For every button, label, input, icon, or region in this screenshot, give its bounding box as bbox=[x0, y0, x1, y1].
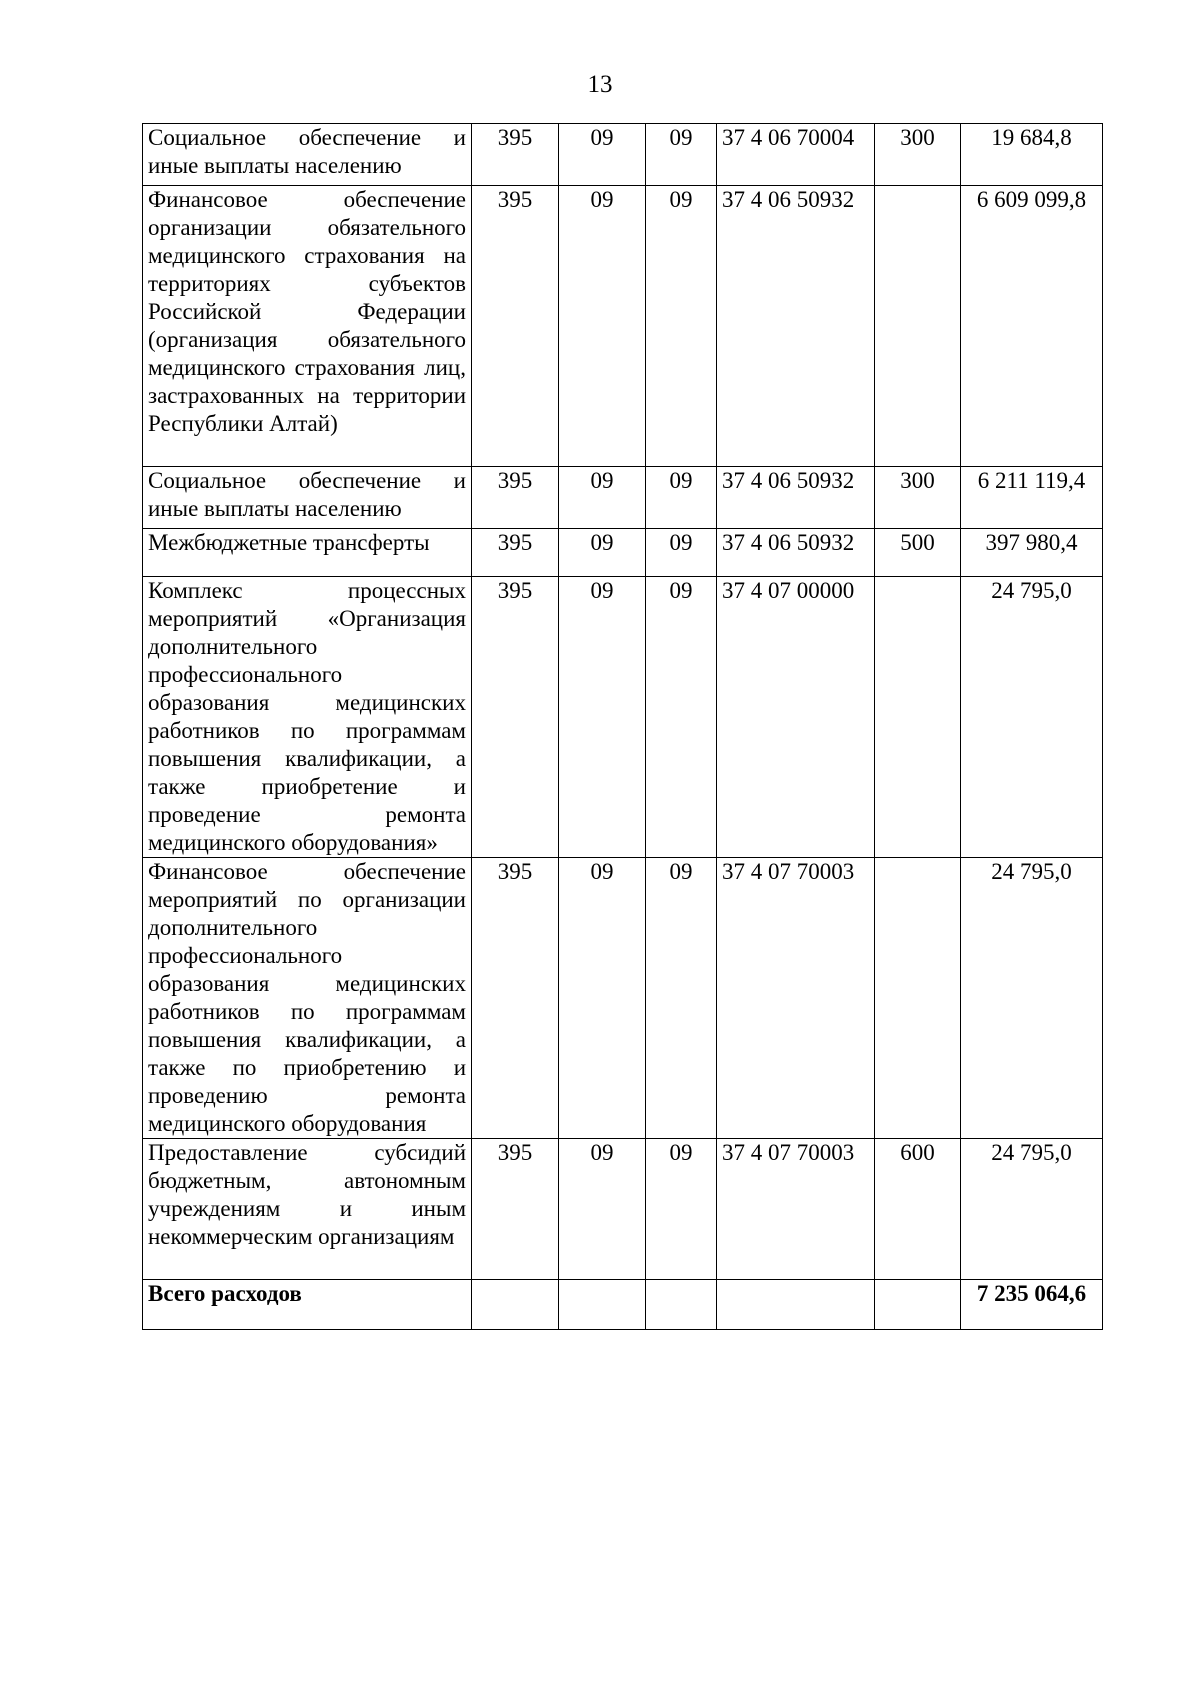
row-subsection: 09 bbox=[646, 1139, 717, 1280]
row-section: 09 bbox=[559, 124, 646, 186]
expenditure-table bbox=[142, 123, 1103, 1330]
row-section: 09 bbox=[559, 577, 646, 858]
row-target-code: 37 4 06 50932 bbox=[717, 186, 875, 467]
row-name: Предоставление субсидий бюджетным, автономным учреждениям и иным некоммерческим организациям bbox=[143, 1139, 472, 1280]
row-grbs: 395 bbox=[472, 467, 559, 529]
row-expense-type: 300 bbox=[875, 124, 961, 186]
row-target-code: 37 4 06 50932 bbox=[717, 467, 875, 529]
row-name: Финансовое обеспечение мероприятий по организации дополнительного профессионального образования медицинских работников по программам повышения квалификации, а также по приобретению и проведению ремонта медицинского оборудования bbox=[143, 858, 472, 1139]
table-row bbox=[143, 124, 1103, 186]
row-section: 09 bbox=[559, 858, 646, 1139]
table-row bbox=[143, 186, 1103, 467]
total-sum: 7 235 064,6 bbox=[961, 1280, 1103, 1330]
row-subsection: 09 bbox=[646, 858, 717, 1139]
empty-cell bbox=[646, 1280, 717, 1330]
row-name: Финансовое обеспечение организации обязательного медицинского страхования на территориях субъектов Российской Федерации (организация обязательного медицинского страхования лиц, застрахованных на территории Республики Алтай) bbox=[143, 186, 472, 467]
row-expense-type bbox=[875, 858, 961, 1139]
empty-cell bbox=[559, 1280, 646, 1330]
row-sum: 24 795,0 bbox=[961, 1139, 1103, 1280]
row-target-code: 37 4 07 70003 bbox=[717, 858, 875, 1139]
row-sum: 24 795,0 bbox=[961, 577, 1103, 858]
empty-cell bbox=[472, 1280, 559, 1330]
row-section: 09 bbox=[559, 186, 646, 467]
row-section: 09 bbox=[559, 1139, 646, 1280]
empty-cell bbox=[717, 1280, 875, 1330]
row-sum: 397 980,4 bbox=[961, 529, 1103, 577]
row-expense-type: 300 bbox=[875, 467, 961, 529]
row-grbs: 395 bbox=[472, 124, 559, 186]
row-target-code: 37 4 07 70003 bbox=[717, 1139, 875, 1280]
row-expense-type bbox=[875, 186, 961, 467]
table-row bbox=[143, 529, 1103, 577]
row-subsection: 09 bbox=[646, 529, 717, 577]
row-target-code: 37 4 06 50932 bbox=[717, 529, 875, 577]
row-name: Социальное обеспечение и иные выплаты населению bbox=[143, 467, 472, 529]
row-grbs: 395 bbox=[472, 577, 559, 858]
table-row bbox=[143, 858, 1103, 1139]
row-subsection: 09 bbox=[646, 186, 717, 467]
row-grbs: 395 bbox=[472, 529, 559, 577]
row-grbs: 395 bbox=[472, 1139, 559, 1280]
row-name: Социальное обеспечение и иные выплаты населению bbox=[143, 124, 472, 186]
empty-cell bbox=[875, 1280, 961, 1330]
page-number: 13 bbox=[587, 71, 613, 98]
row-sum: 24 795,0 bbox=[961, 858, 1103, 1139]
total-row bbox=[143, 1280, 1103, 1330]
row-expense-type: 500 bbox=[875, 529, 961, 577]
table-row bbox=[143, 1139, 1103, 1280]
row-target-code: 37 4 07 00000 bbox=[717, 577, 875, 858]
row-subsection: 09 bbox=[646, 577, 717, 858]
row-name: Межбюджетные трансферты bbox=[143, 529, 472, 577]
row-grbs: 395 bbox=[472, 858, 559, 1139]
row-name: Комплекс процессных мероприятий «Организация дополнительного профессионального образования медицинских работников по программам повышения квалификации, а также приобретение и проведение ремонта медицинского оборудования» bbox=[143, 577, 472, 858]
row-grbs: 395 bbox=[472, 186, 559, 467]
row-subsection: 09 bbox=[646, 124, 717, 186]
row-sum: 19 684,8 bbox=[961, 124, 1103, 186]
table-row bbox=[143, 577, 1103, 858]
row-sum: 6 211 119,4 bbox=[961, 467, 1103, 529]
row-target-code: 37 4 06 70004 bbox=[717, 124, 875, 186]
row-section: 09 bbox=[559, 529, 646, 577]
row-expense-type: 600 bbox=[875, 1139, 961, 1280]
table-row bbox=[143, 467, 1103, 529]
row-subsection: 09 bbox=[646, 467, 717, 529]
row-sum: 6 609 099,8 bbox=[961, 186, 1103, 467]
total-label: Всего расходов bbox=[143, 1280, 472, 1330]
row-expense-type bbox=[875, 577, 961, 858]
row-section: 09 bbox=[559, 467, 646, 529]
